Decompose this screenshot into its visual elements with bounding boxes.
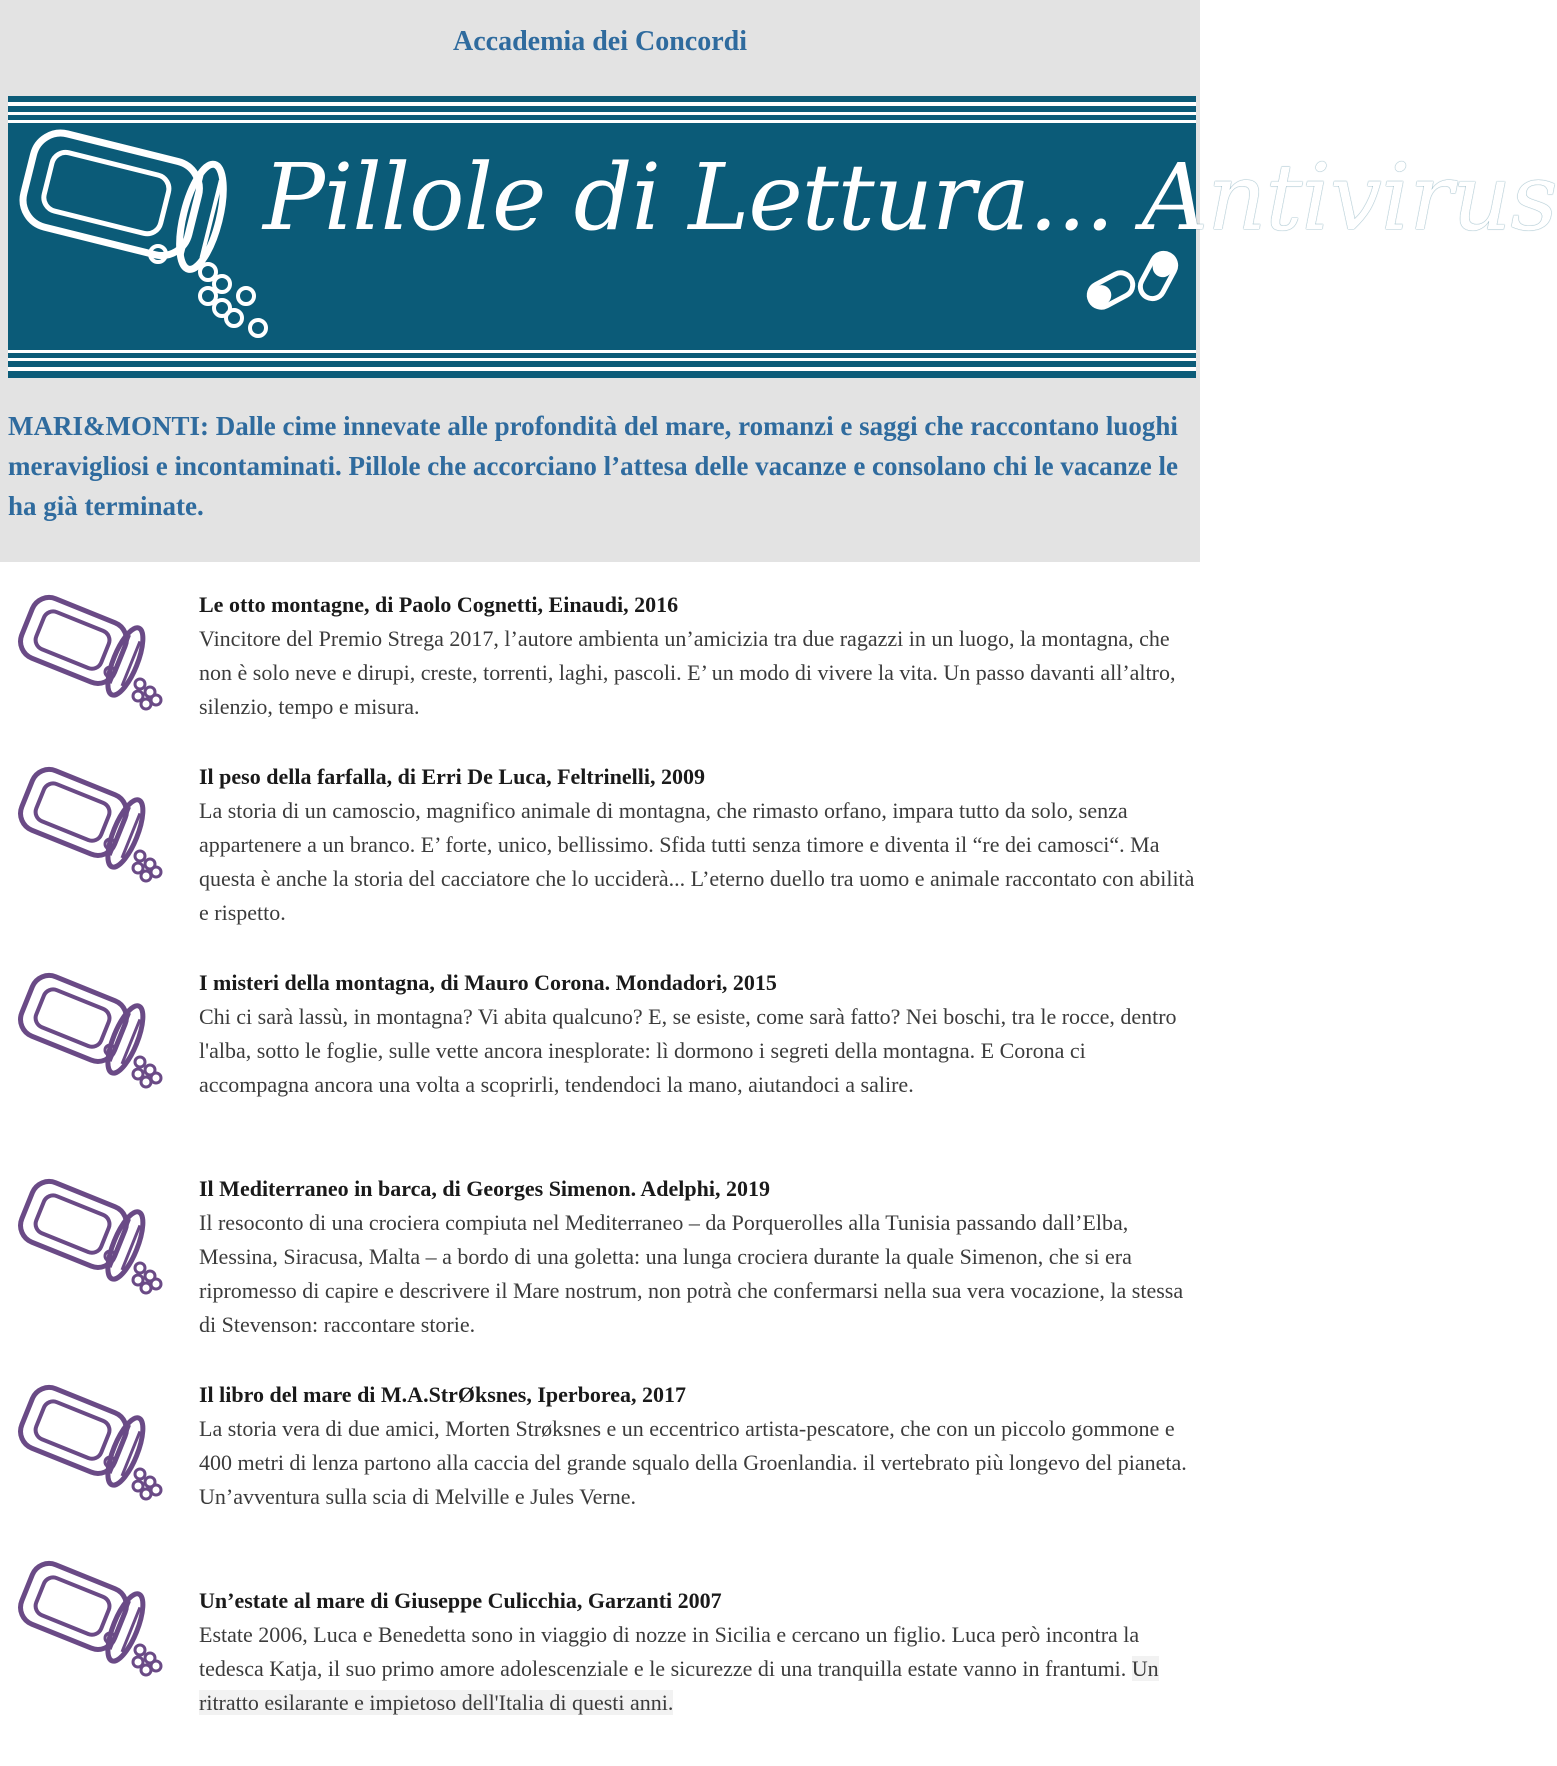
book-text (199, 588, 1195, 724)
book-title: Le otto montagne, di Paolo Cognetti, Einaudi, 2016 (199, 592, 679, 617)
book-title: Il libro del mare di M.A.StrØksnes, Iperborea, 2017 (199, 1382, 687, 1407)
pill-bottle-icon (12, 970, 162, 1082)
book-description: La storia vera di due amici, Morten Strøksnes e un eccentrico artista-pescatore, che con un piccolo gommone e 400 metri di lenza partono alla caccia del grande squalo della Groenlandia. il vertebrato più longevo del pianeta. Un’avventura sulla scia di Melville e Jules Verne. (199, 1416, 1187, 1509)
pill-bottle-icon (12, 1382, 162, 1494)
book-description: Il resoconto di una crociera compiuta nel Mediterraneo – da Porquerolles alla Tunisia passando dall’Elba, Messina, Siracusa, Malta – a bordo di una goletta: una lunga crociera durante la quale Simenon, che si era ripromesso di capire e descrivere il Mare nostrum, non potrà che confermarsi nella sua vera vocazione, la stessa di Stevenson: raccontare storie. (199, 1210, 1184, 1337)
intro-text: MARI&MONTI: Dalle cime innevate alle profondità del mare, romanzi e saggi che raccontano luoghi meravigliosi e incontaminati. Pillole che accorciano l’attesa delle vacanze e consolano chi le vacanze le ha già terminate. (8, 411, 1179, 521)
book-text (199, 1172, 1195, 1342)
pill-bottle-icon (12, 1558, 162, 1670)
book-title: I misteri della montagna, di Mauro Corona. Mondadori, 2015 (199, 970, 777, 995)
banner (8, 96, 1557, 378)
pill-bottle-icon (12, 764, 162, 876)
book-text (199, 1378, 1195, 1514)
book-title: Il peso della farfalla, di Erri De Luca, Feltrinelli, 2009 (199, 764, 705, 789)
book-title: Un’estate al mare di Giuseppe Culicchia, Garzanti 2007 (199, 1588, 722, 1613)
book-text (199, 966, 1195, 1102)
book-description-main: Estate 2006, Luca e Benedetta sono in viaggio di nozze in Sicilia e cercano un figlio. Luca però incontra la tedesca Katja, il suo primo amore adolescenziale e le sicurezze di una tranquilla estate vanno in frantumi. (199, 1622, 1140, 1681)
capsule-icon (1085, 249, 1180, 311)
book-title: Il Mediterraneo in barca, di Georges Simenon. Adelphi, 2019 (199, 1176, 770, 1201)
banner-title: Pillole di Lettura... Antivirus (263, 144, 1557, 251)
header-section (0, 0, 1557, 562)
book-description: Vincitore del Premio Strega 2017, l’autore ambienta un’amicizia tra due ragazzi in un luogo, la montagna, che non è solo neve e dirupi, creste, torrenti, laghi, pascoli. E’ un modo di vivere la vita. Un passo davanti all’altro, silenzio, tempo e misura. (199, 626, 1176, 719)
book-text (199, 1584, 1195, 1720)
book-description (199, 1618, 1195, 1720)
organization-name: Accademia dei Concordi (453, 26, 747, 57)
pill-bottle-icon (12, 592, 162, 704)
book-text (199, 760, 1195, 930)
pill-bottle-icon (12, 1176, 162, 1288)
spilled-pill-bottle-icon (16, 121, 266, 336)
book-description-highlight: Un ritratto esilarante e impietoso dell'Italia di questi anni. (199, 1656, 1159, 1715)
book-description: Chi ci sarà lassù, in montagna? Vi abita qualcuno? E, se esiste, come sarà fatto? Nei boschi, tra le rocce, dentro l'alba, sotto le foglie, sulle vette ancora inesplorate: lì dormono i segreti della montagna. E Corona ci accompagna ancora una volta a scoprirli, tendendoci la mano, aiutandoci a salire. (199, 1004, 1177, 1097)
book-description: La storia di un camoscio, magnifico animale di montagna, che rimasto orfano, impara tutto da solo, senza appartenere a un branco. E’ forte, unico, bellissimo. Sfida tutti senza timore e diventa il “re dei camosci“. Ma questa è anche la storia del cacciatore che lo ucciderà... L’eterno duello tra uomo e animale raccontato con abilità e rispetto. (199, 798, 1195, 925)
